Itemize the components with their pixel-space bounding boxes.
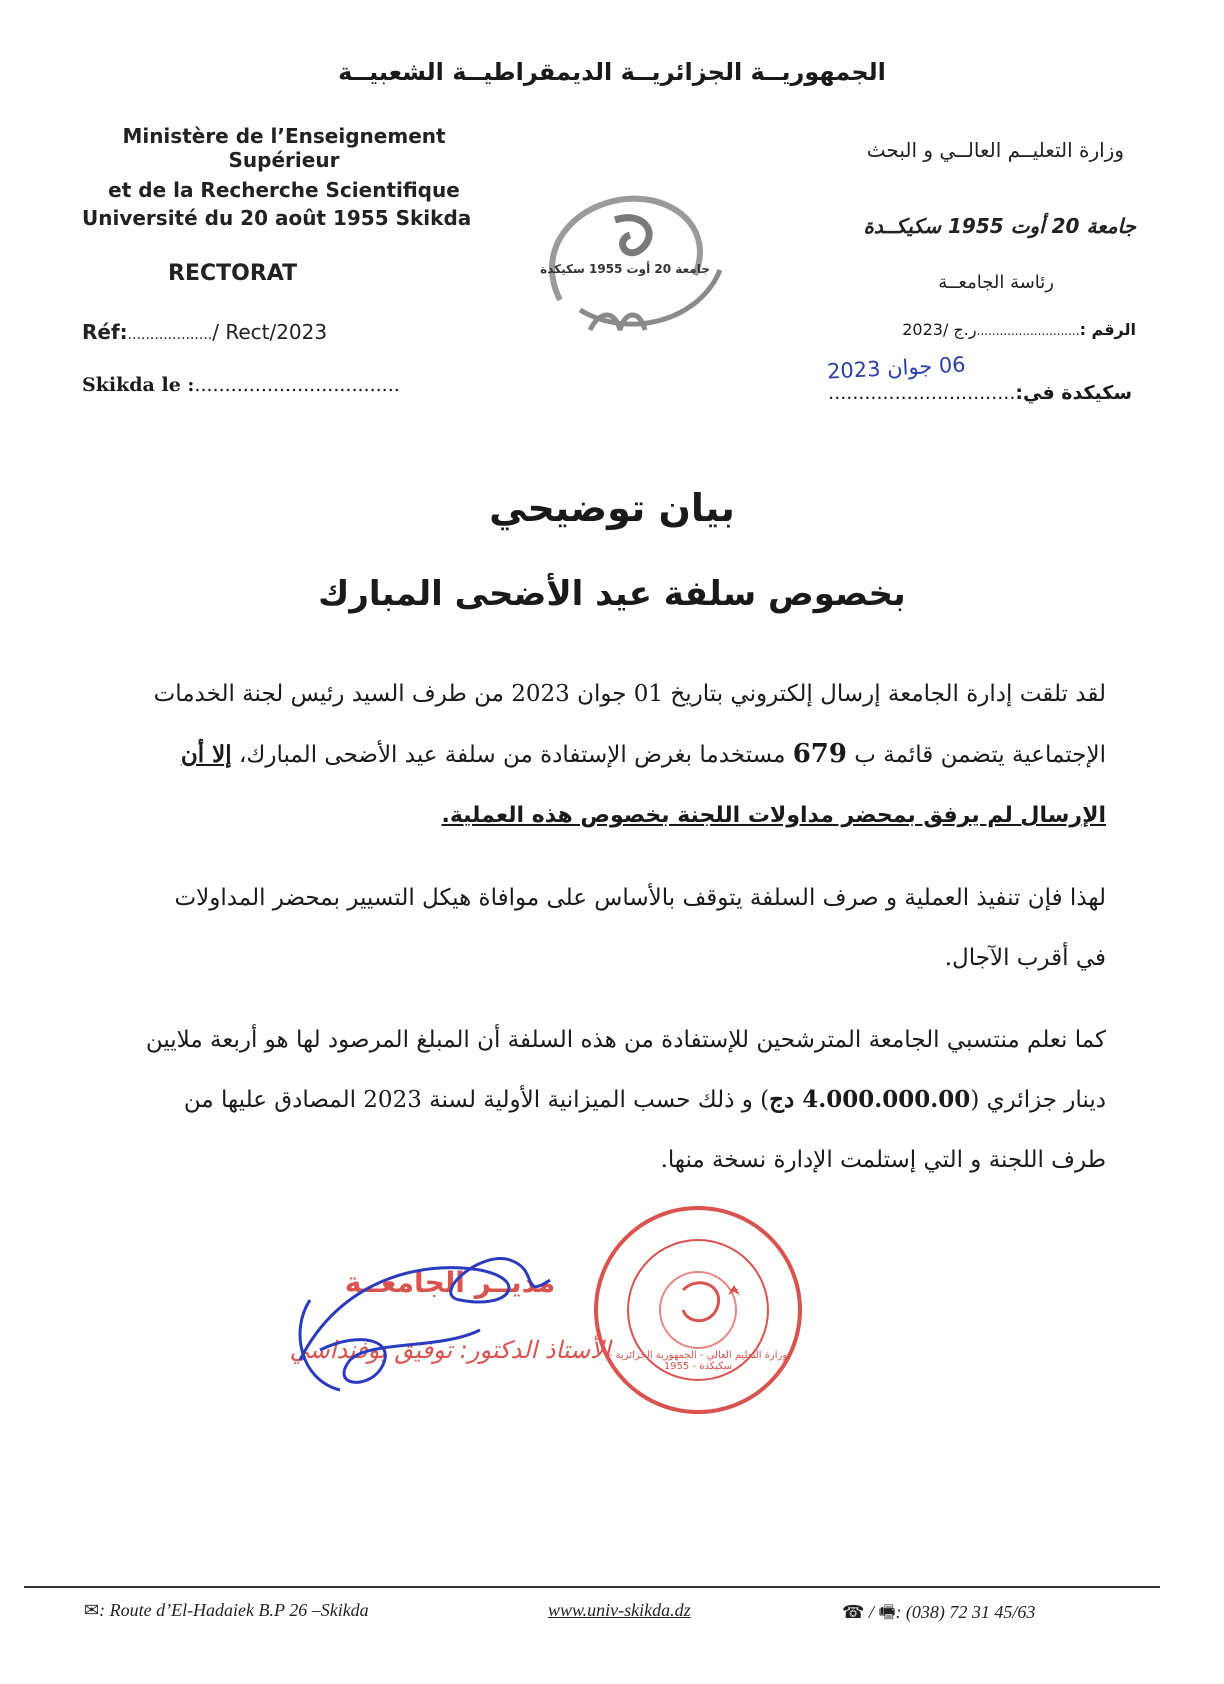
- paragraph-1-line-3: [86, 785, 1106, 846]
- signature-title: مديــر الجامعــة: [344, 1266, 556, 1299]
- document-subtitle: بخصوص سلفة عيد الأضحى المبارك: [318, 574, 906, 614]
- ref-suffix: / Rect/2023: [212, 320, 328, 344]
- paragraph-2-line-2: في أقرب الآجال.: [944, 945, 1106, 971]
- received-date-stamp: 06 جوان 2023: [826, 352, 967, 384]
- p1-text-a: الإجتماعية يتضمن قائمة ب: [847, 742, 1106, 768]
- arabic-ministry: وزارة التعليــم العالــي و البحث: [866, 138, 1124, 162]
- phone-icon: ☎: [842, 1602, 865, 1622]
- paragraph-3-line-3: طرف اللجنة و التي إستلمت الإدارة نسخة منها.: [660, 1147, 1106, 1173]
- arabic-reference: [902, 320, 1136, 339]
- arabic-ref-label: الرقم :: [1079, 320, 1136, 339]
- french-ministry-line2: et de la Recherche Scientifique: [108, 178, 460, 202]
- emphasis-2: الإرسال لم يرفق بمحضر مداولات اللجنة بخصوص هذه العملية.: [441, 803, 1106, 828]
- arabic-date-dots: ...............................: [828, 382, 1016, 404]
- address-text: : Route d’El-Hadaiek B.P 26 –Skikda: [99, 1600, 369, 1620]
- french-ministry-line1: Ministère de l’Enseignement Supérieur: [122, 124, 446, 172]
- footer-website[interactable]: www.univ-skikda.dz: [548, 1600, 691, 1620]
- footer-phone: ☎ / 🖷: (038) 72 31 45/63: [842, 1602, 1036, 1622]
- arabic-ref-suffix: ر.ج /2023: [902, 320, 977, 339]
- french-rectorat: RECTORAT: [168, 261, 298, 286]
- phone-text: : (038) 72 31 45/63: [895, 1602, 1036, 1622]
- paragraph-2: [86, 868, 1106, 988]
- fax-icon: 🖷: [878, 1602, 896, 1622]
- budget-amount: 4.000.000.00 دج: [769, 1086, 971, 1113]
- ref-dots: ...................: [127, 327, 213, 343]
- date-label: Skikda le :: [82, 374, 195, 396]
- p3-text-b: ) و ذلك حسب الميزانية الأولية لسنة 2023 المصادق عليها من: [183, 1087, 770, 1113]
- french-university: Université du 20 août 1955 Skikda: [82, 206, 472, 230]
- paragraph-2-line-1: لهذا فإن تنفيذ العملية و صرف السلفة يتوقف بالأساس على موافاة هيكل التسيير بمحضر المداولات: [174, 885, 1106, 911]
- university-logo: [520, 180, 730, 350]
- p3-text-a: دينار جزائري (: [970, 1087, 1106, 1113]
- footer-address: [84, 1600, 369, 1621]
- handwritten-signature: [280, 1240, 640, 1400]
- arabic-rectorat: رئاسة الجامعــة: [938, 272, 1054, 293]
- arabic-ref-dots: ...........................: [976, 324, 1080, 338]
- p1-text-b: مستخدما بغرض الإستفادة من سلفة عيد الأضحى المبارك،: [231, 742, 793, 768]
- document-title: بيان توضيحي: [489, 486, 735, 530]
- official-seal: [588, 1200, 808, 1420]
- republic-header: الجمهوريــة الجزائريــة الديمقراطيــة الشعبيــة: [338, 58, 886, 86]
- signature-scribble-icon: [280, 1240, 640, 1400]
- seal-icon: [588, 1200, 808, 1420]
- french-ministry: [74, 124, 494, 202]
- date-dots: ..................................: [194, 374, 400, 396]
- emphasis-1: إلا أن: [180, 741, 232, 768]
- seal-text: وزارة التعليم العالي - الجمهورية الجزائرية - سكيكدة - 1955: [608, 1350, 788, 1372]
- paragraph-1: [86, 664, 1106, 846]
- arabic-date-line: [828, 382, 1132, 404]
- beneficiary-count: 679: [792, 739, 847, 769]
- arabic-date-label: سكيكدة في:: [1015, 382, 1132, 404]
- paragraph-3-line-2: [86, 1070, 1106, 1130]
- signature-name: الأستاذ الدكتور: توفيق بوفنداسي: [289, 1336, 611, 1364]
- ref-label: Réf:: [82, 320, 128, 344]
- paragraph-1-line-1: لقد تلقت إدارة الجامعة إرسال إلكتروني بتاريخ 01 جوان 2023 من طرف السيد رئيس لجنة الخدمات: [153, 681, 1106, 707]
- logo-text: جامعة 20 أوت 1955 سكيكدة: [540, 262, 710, 276]
- paragraph-3: [86, 1010, 1106, 1190]
- footer-divider: [24, 1586, 1160, 1588]
- french-reference: [82, 320, 327, 344]
- paragraph-1-line-2: [86, 724, 1106, 785]
- french-date-line: [82, 374, 400, 396]
- mail-icon: ✉: [84, 1600, 100, 1620]
- arabic-university: جامعة 20 أوت 1955 سكيكــدة: [863, 214, 1136, 238]
- paragraph-3-line-1: كما نعلم منتسبي الجامعة المترشحين للإستفادة من هذه السلفة أن المبلغ المرصود لها هو أربعة ملايين: [145, 1027, 1106, 1053]
